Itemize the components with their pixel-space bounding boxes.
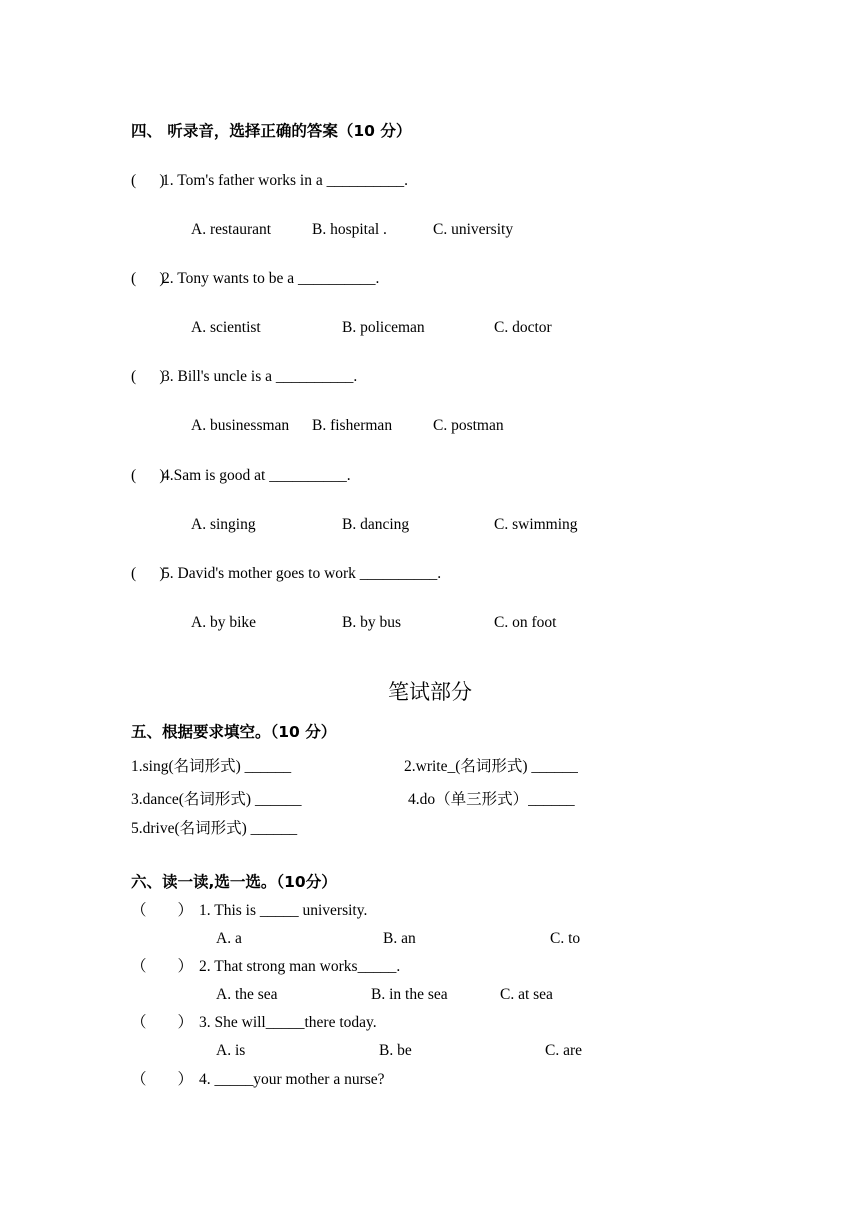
option-b[interactable]: B. policeman bbox=[342, 319, 425, 336]
question-text: 3. She will_____there today. bbox=[199, 1014, 377, 1031]
option-c[interactable]: C. postman bbox=[433, 417, 504, 434]
option-c[interactable]: C. are bbox=[545, 1042, 583, 1059]
option-a[interactable]: A. is bbox=[216, 1042, 246, 1059]
option-a[interactable]: A. by bike bbox=[191, 614, 257, 631]
question-text: 1. Tom's father works in a __________. bbox=[162, 172, 408, 189]
answer-blank[interactable]: ( ) bbox=[131, 172, 165, 189]
option-c[interactable]: C. swimming bbox=[494, 516, 578, 533]
option-c[interactable]: C. university bbox=[433, 221, 514, 238]
fill-item-5[interactable]: 5.drive(名词形式) ______ bbox=[131, 820, 298, 837]
option-a[interactable]: A. restaurant bbox=[191, 221, 272, 238]
option-b[interactable]: B. an bbox=[383, 930, 416, 947]
option-c[interactable]: C. at sea bbox=[500, 986, 553, 1003]
option-c[interactable]: C. doctor bbox=[494, 319, 552, 336]
option-b[interactable]: B. be bbox=[379, 1042, 412, 1059]
option-b[interactable]: B. fisherman bbox=[312, 417, 393, 434]
answer-blank[interactable]: （ ） bbox=[131, 958, 194, 975]
option-c[interactable]: C. to bbox=[550, 930, 581, 947]
question-text: 3. Bill's uncle is a __________. bbox=[162, 368, 358, 385]
option-b[interactable]: B. in the sea bbox=[371, 986, 448, 1003]
option-a[interactable]: A. businessman bbox=[191, 417, 290, 434]
question-text: 4. _____your mother a nurse? bbox=[199, 1071, 385, 1088]
question-text: 2. Tony wants to be a __________. bbox=[162, 270, 380, 287]
question-text: 1. This is _____ university. bbox=[199, 902, 368, 919]
option-a[interactable]: A. the sea bbox=[216, 986, 278, 1003]
question-text: 4.Sam is good at __________. bbox=[162, 467, 351, 484]
answer-blank[interactable]: （ ） bbox=[131, 1014, 194, 1031]
fill-item-2[interactable]: 2.write_(名词形式) ______ bbox=[404, 758, 578, 775]
question-text: 5. David's mother goes to work __________. bbox=[162, 565, 442, 582]
option-b[interactable]: B. hospital . bbox=[312, 221, 387, 238]
written-part-title: 笔试部分 bbox=[388, 680, 472, 704]
question-text: 2. That strong man works_____. bbox=[199, 958, 401, 975]
section-6-heading: 六、读一读,选一选。（10分） bbox=[131, 873, 337, 891]
answer-blank[interactable]: ( ) bbox=[131, 368, 165, 385]
option-b[interactable]: B. by bus bbox=[342, 614, 401, 631]
option-b[interactable]: B. dancing bbox=[342, 516, 410, 533]
option-a[interactable]: A. a bbox=[216, 930, 242, 947]
answer-blank[interactable]: ( ) bbox=[131, 270, 165, 287]
section-4-heading: 四、 听录音，选择正确的答案（10 分） bbox=[131, 122, 412, 140]
fill-item-1[interactable]: 1.sing(名词形式) ______ bbox=[131, 758, 292, 775]
option-a[interactable]: A. scientist bbox=[191, 319, 261, 336]
fill-item-3[interactable]: 3.dance(名词形式) ______ bbox=[131, 791, 302, 808]
answer-blank[interactable]: （ ） bbox=[131, 902, 194, 919]
answer-blank[interactable]: ( ) bbox=[131, 565, 165, 582]
answer-blank[interactable]: ( ) bbox=[131, 467, 165, 484]
section-5-heading: 五、根据要求填空。（10 分） bbox=[131, 723, 337, 741]
option-c[interactable]: C. on foot bbox=[494, 614, 557, 631]
answer-blank[interactable]: （ ） bbox=[131, 1071, 194, 1088]
fill-item-4[interactable]: 4.do（单三形式）______ bbox=[408, 791, 575, 808]
option-a[interactable]: A. singing bbox=[191, 516, 256, 533]
